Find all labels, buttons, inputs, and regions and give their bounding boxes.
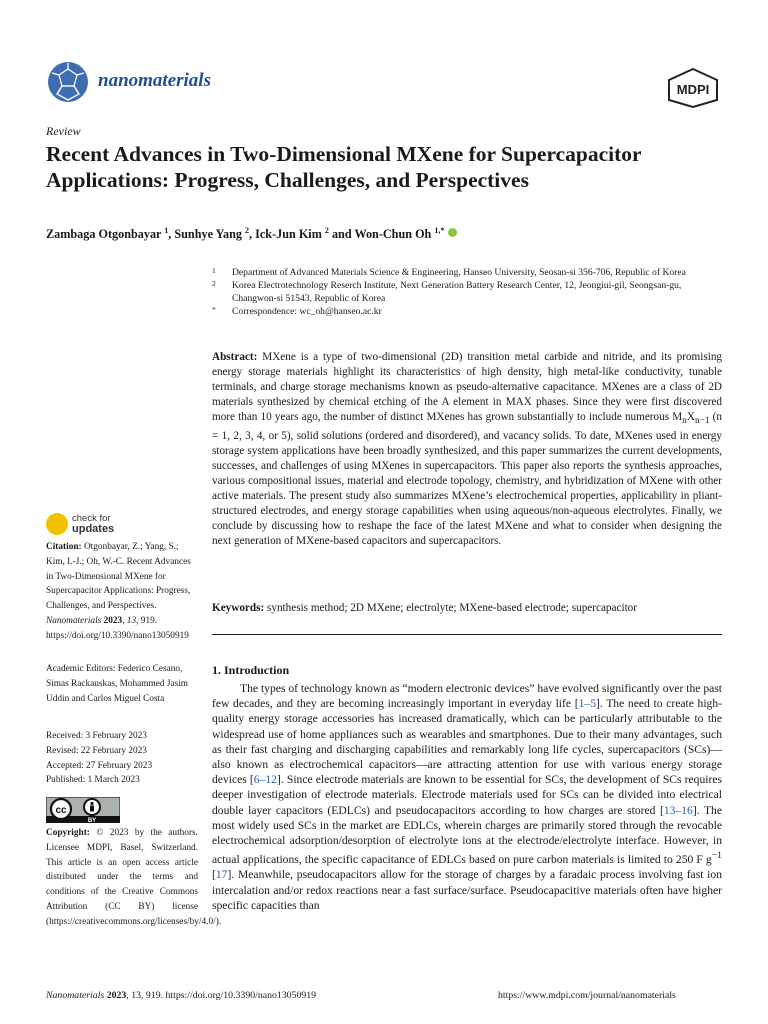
introduction-text — [212, 681, 722, 913]
correspondence-text: Correspondence: wc_oh@hanseo.ac.kr — [232, 306, 382, 317]
body-text: ]. The most widely used SCs in the market are EDLCs, wherein charges are primarily stored through the revocable electrochemical adsorption/desorption of electrolyte ions at the electrode/electrolyte interface. However, in actual applications, the specific capacitance of EDLCs based on pure carbon materials is limited to 250 F g — [212, 803, 722, 867]
author-separator: and — [328, 227, 355, 242]
reference-link[interactable]: 6–12 — [253, 773, 277, 787]
abstract-text: (n = 1, 2, 3, 4, or 5), solid solutions (ordered and disordered), and vacancy solids. To date, MXenes used in energy storage system applications have been broadly synthesized, and this paper summarizes the current developments, successes, and challenges of using MXenes in supercapacitors. This paper also reports the synthesis approaches, various compositional issues, material and electrode topology, chemistry, and hybridization of MXene with other active materials. The present study also summarizes MXene’s electrochemical properties, applicability in pliant-structured electrodes, and energy storage capabilities when using aqueous/non-aqueous electrolytes. Finally, we conclude by discussing how to reshape the face of the latest MXene and what to consider when designing the next generation of MXene-based capacitors and supercapacitors. — [212, 411, 723, 548]
affiliation-text: Korea Electrotechnology Reserch Institute, Next Generation Battery Research Center, 12, Jeongiui-gil, Seongsan-gu, Changwon-si 51543, Republic of Korea — [232, 280, 682, 304]
keywords-text: synthesis method; 2D MXene; electrolyte; MXene-based electrode; supercapacitor — [267, 602, 637, 614]
author-name[interactable]: Ick-Jun Kim — [255, 227, 322, 242]
reference-link[interactable]: 17 — [215, 868, 228, 882]
formula-subscript: n — [682, 416, 687, 427]
footer-doi[interactable]: , 13, 919. https://doi.org/10.3390/nano13050919 — [126, 990, 317, 1001]
article-type: Review — [46, 124, 81, 138]
citation-doi[interactable]: , 919. https://doi.org/10.3390/nano13050919 — [46, 615, 189, 641]
affiliation-mark: 2 — [212, 279, 216, 288]
copyright-label: Copyright: — [46, 828, 90, 838]
article-title: Recent Advances in Two-Dimensional MXene for Supercapacitor Applications: Progress, Challenges, and Perspectives — [46, 142, 642, 192]
affiliation-mark: * — [212, 305, 216, 314]
date-accepted: Accepted: 27 February 2023 — [46, 760, 153, 771]
affiliation-item — [212, 266, 722, 279]
affiliation-item — [212, 305, 722, 318]
citation-year: 2023 — [103, 615, 123, 626]
date-received: Received: 3 February 2023 — [46, 731, 147, 741]
citation-journal: Nanomaterials — [46, 615, 102, 626]
author-name[interactable]: Sunhye Yang — [174, 227, 242, 242]
body-text: [ — [212, 868, 216, 882]
mdpi-logo-icon[interactable] — [666, 68, 720, 108]
license-badge-text: BY — [87, 818, 97, 823]
section-divider — [212, 634, 722, 635]
author-affiliation-mark: 1 — [164, 226, 169, 235]
footer-year: 2023 — [106, 990, 127, 1001]
citation-volume: 13 — [126, 615, 137, 626]
body-text: ]. The need to create high-quality energy storage accessories has increased dramatically, which can be particularly attributable to the widespread use of home appliances such as wearables and smartphones. Due to their many advantages, such as their fast charging and discharging capabilities and remarkably long life cycles, supercapacitors (SCs)—also known as electrochemical capacitors—are attracting attention for use with various energy storage devices [ — [212, 697, 723, 787]
footer-journal: Nanomaterials — [46, 990, 105, 1001]
reference-link[interactable]: 13–16 — [663, 803, 693, 817]
check-updates-icon — [46, 513, 68, 535]
formula-subscript: n−1 — [694, 416, 710, 427]
citation-text: Otgonbayar, Z.; Yang, S.; Kim, I.-J.; Oh, W.-C. Recent Advances in Two-Dimensional MXene for Supercapacitor Applications: Progress, Challenges, and Perspectives. — [46, 542, 191, 612]
publisher-name: MDPI — [676, 82, 710, 97]
body-text: ]. Since electrode materials are known to be essential for SCs, the development of SCs requires deeper investigation of electrode materials. Electrode materials used for SCs can be divided into electrical double layer capacitors (EDLCs) and pseudocapacitors according to how charges are stored [ — [212, 773, 723, 817]
svg-text:cc: cc — [55, 805, 67, 816]
author-affiliation-mark: 2 — [245, 226, 250, 235]
author-affiliation-mark: 2 — [324, 226, 329, 235]
abstract — [212, 350, 722, 549]
body-text: ]. Meanwhile, pseudocapacitors allow for the storage of charges by a faradaic process involving fast ion intercalation and/or redox reactions near a fast surface/surface. Pseudocapacitive materials often have higher specific capacities than — [212, 868, 722, 912]
copyright-text: © 2023 by the authors. Licensee MDPI, Basel, Switzerland. This article is an open access article distributed under the terms and conditions of the Creative Commons Attribution (CC BY) license (https://creativecommons.org/licenses/by/4.0/). — [46, 828, 222, 927]
reference-link[interactable]: 1–5 — [578, 697, 596, 711]
journal-name: nanomaterials — [98, 70, 211, 91]
author-list — [46, 226, 457, 242]
affiliation-mark: 1 — [212, 266, 216, 275]
date-revised: Revised: 22 February 2023 — [46, 745, 147, 756]
check-for-updates-button[interactable] — [46, 512, 166, 538]
cc-by-license-icon[interactable] — [46, 797, 120, 823]
affiliation-text: Department of Advanced Materials Science & Engineering, Hanseo University, Seosan-si 356-706, Republic of Korea — [232, 267, 686, 278]
affiliation-item — [212, 279, 722, 305]
formula-x: X — [686, 411, 695, 423]
author-name[interactable]: Won-Chun Oh — [354, 227, 432, 242]
author-separator: , — [249, 227, 256, 242]
abstract-text: MXene is a type of two-dimensional (2D) transition metal carbide and nitride, and its promising energy storage materials highlight its characteristics of high density, high metal-like conductivity, tunable terminals, and charge storage mechanisms known as pseudo-alternative capacitance. MXenes are a class of 2D materials synthesized by chemical etching of the A element in MAX phases. Since they were first discovered more than 10 years ago, the number of distinct MXenes has grown substantially to include numerous M — [212, 351, 723, 423]
footer-journal-url[interactable]: https://www.mdpi.com/journal/nanomaterials — [498, 990, 676, 1001]
citation-block: Citation: Otgonbayar, Z.; Yang, S.; Kim, I.-J.; Oh, W.-C. Recent Advances in Two-Dimensional MXene for Supercapacitor Applications: Progress, Challenges, and Perspectives. Nanomaterials 2023, 13, 919. https://doi.org/10.3390/nano13050919 — [46, 542, 191, 641]
author-affiliation-mark: 1,* — [434, 226, 445, 235]
keywords-label: Keywords: — [212, 602, 265, 614]
citation-label: Citation: — [46, 542, 82, 552]
publication-dates — [46, 729, 198, 788]
abstract-label: Abstract: — [212, 351, 258, 363]
keywords — [212, 601, 722, 616]
footer-citation — [46, 990, 316, 1001]
unit-superscript: −1 — [711, 850, 722, 862]
academic-editors: Academic Editors: Federico Cesano, Simas Rackauskas, Mohammed Jasim Uddin and Carlos Miguel Costa — [46, 664, 189, 704]
body-text: The types of technology known as “modern electronic devices” have evolved significantly over the past few decades, and they are becoming increasingly important in everyday life [ — [212, 682, 722, 711]
journal-logo-icon — [46, 60, 90, 104]
author-separator: , — [168, 227, 175, 242]
orcid-icon[interactable] — [448, 228, 457, 237]
date-published: Published: 1 March 2023 — [46, 775, 140, 786]
section-heading: 1. Introduction — [212, 663, 290, 677]
affiliations — [212, 266, 722, 318]
check-updates-label: check for updates — [72, 513, 115, 535]
author-name[interactable]: Zambaga Otgonbayar — [46, 227, 162, 242]
